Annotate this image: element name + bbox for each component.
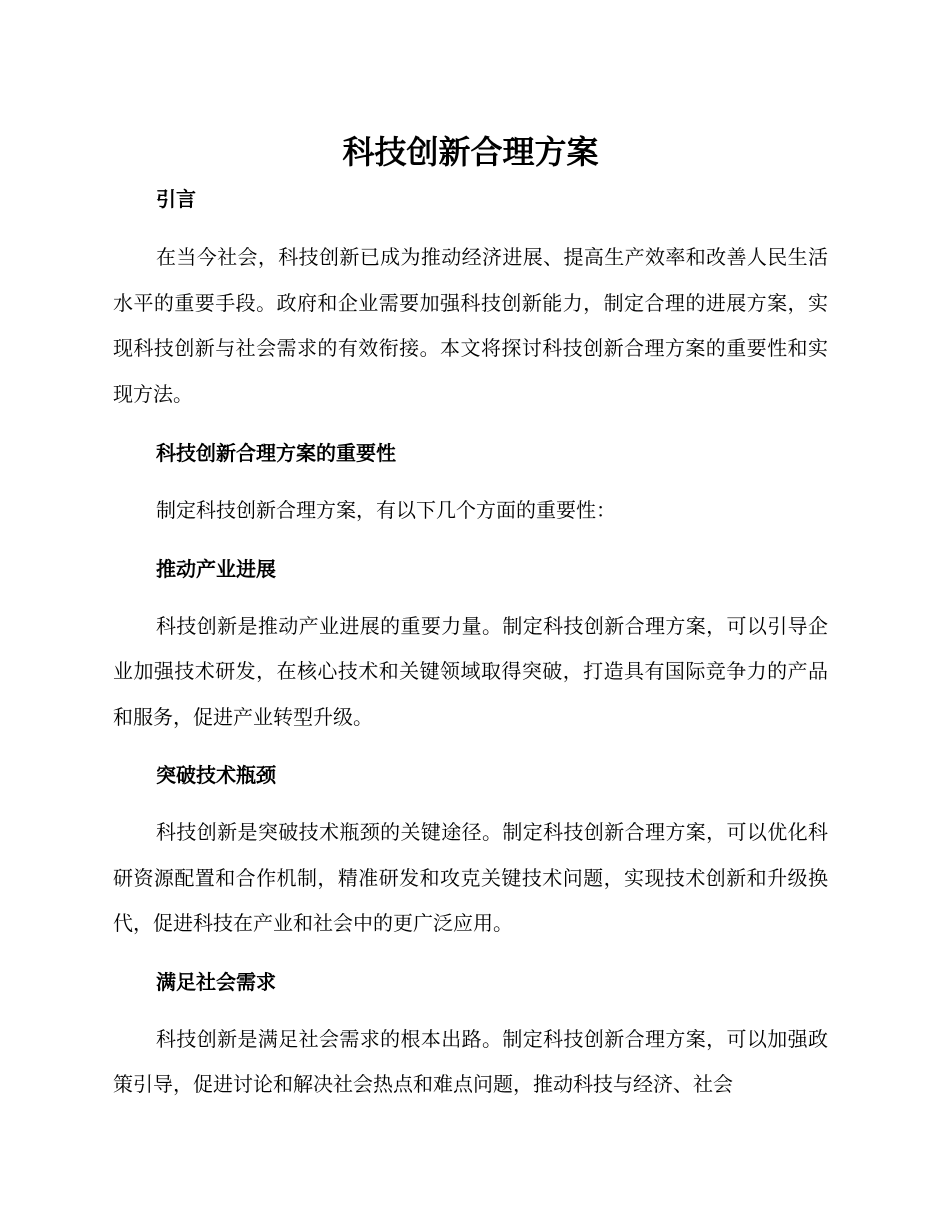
section-paragraph-introduction: 在当今社会，科技创新已成为推动经济进展、提高生产效率和改善人民生活水平的重要手段。政府和企业需要加强科技创新能力，制定合理的进展方案，实现科技创新与社会需求的有效衔接。本文将探讨科技创新合理方案的重要性和实现方法。 bbox=[113, 245, 828, 406]
section-heading-introduction: 引言 bbox=[156, 187, 196, 211]
section-heading-importance: 科技创新合理方案的重要性 bbox=[156, 441, 396, 465]
document-title: 科技创新合理方案 bbox=[342, 133, 599, 171]
section-heading-bottleneck: 突破技术瓶颈 bbox=[156, 763, 276, 787]
section-paragraph-bottleneck: 科技创新是突破技术瓶颈的关键途径。制定科技创新合理方案，可以优化科研资源配置和合作机制，精准研发和攻克关键技术问题，实现技术创新和升级换代，促进科技在产业和社会中的更广泛应用。 bbox=[113, 820, 828, 935]
section-paragraph-social-needs: 科技创新是满足社会需求的根本出路。制定科技创新合理方案，可以加强政策引导，促进讨论和解决社会热点和难点问题，推动科技与经济、社会 bbox=[113, 1026, 828, 1096]
section-paragraph-industry: 科技创新是推动产业进展的重要力量。制定科技创新合理方案，可以引导企业加强技术研发，在核心技术和关键领域取得突破，打造具有国际竞争力的产品和服务，促进产业转型升级。 bbox=[113, 613, 828, 729]
section-heading-industry: 推动产业进展 bbox=[156, 556, 276, 581]
section-heading-social-needs: 满足社会需求 bbox=[156, 969, 276, 994]
section-paragraph-importance: 制定科技创新合理方案，有以下几个方面的重要性： bbox=[156, 498, 616, 522]
